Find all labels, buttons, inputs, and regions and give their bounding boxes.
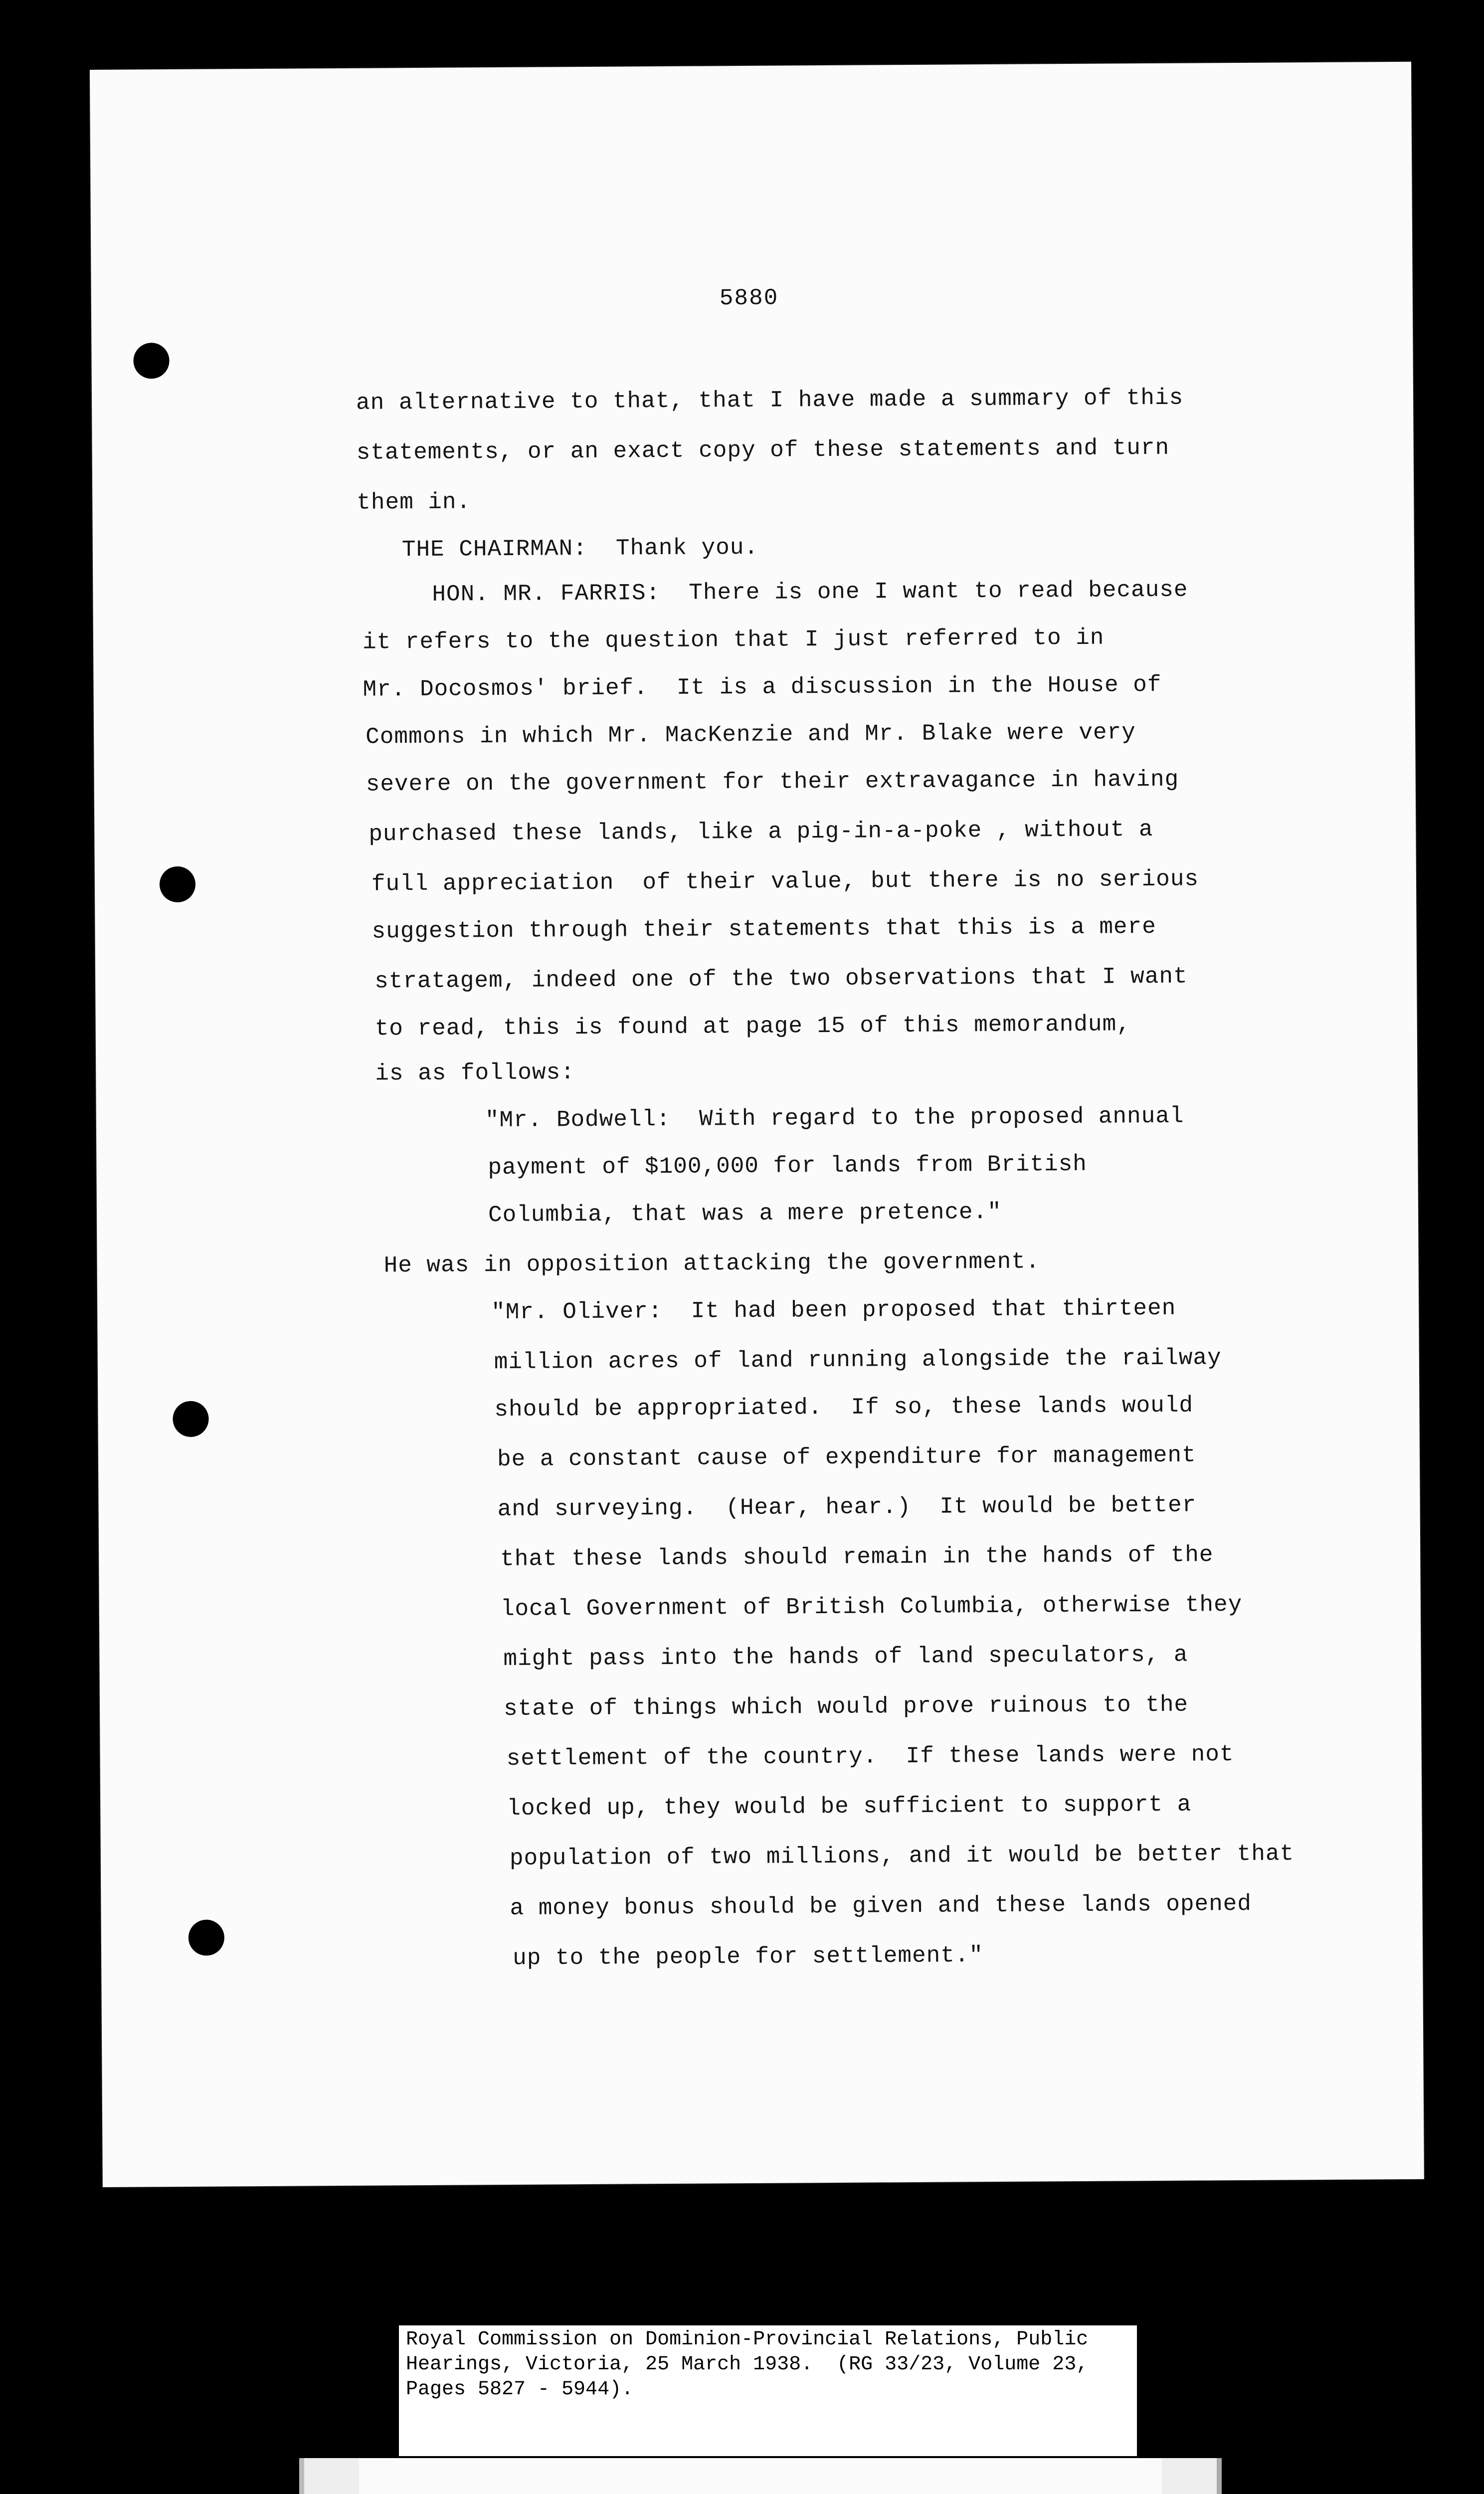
citation-line: Royal Commission on Dominion-Provincial Relations, Public xyxy=(406,2328,1089,2351)
text-line: statements, or an exact copy of these statements and turn xyxy=(356,434,1170,466)
text-line: them in. xyxy=(357,489,471,516)
text-line: suggestion through their statements that this is a mere xyxy=(371,913,1156,945)
text-line: severe on the government for their extravagance in having xyxy=(366,766,1179,798)
quote-line: state of things which would prove ruinous to the xyxy=(503,1691,1189,1722)
quote-line: million acres of land running alongside the railway xyxy=(494,1345,1222,1376)
quote-line: might pass into the hands of land speculators, a xyxy=(503,1642,1188,1672)
speaker-line: HON. MR. FARRIS: There is one I want to read because xyxy=(432,577,1188,608)
quote-line: payment of $100,000 for lands from British xyxy=(488,1151,1087,1181)
quote-line: Columbia, that was a mere pretence." xyxy=(488,1199,1002,1229)
quote-line: "Mr. Oliver: It had been proposed that thirteen xyxy=(491,1295,1176,1326)
punch-hole xyxy=(133,343,169,379)
speaker-line: THE CHAIRMAN: Thank you. xyxy=(401,534,759,563)
archives-stamp xyxy=(299,2458,1222,2494)
quote-line: that these lands should remain in the hands of the xyxy=(500,1542,1214,1573)
text-line: Commons in which Mr. MacKenzie and Mr. Blake were very xyxy=(366,719,1136,750)
quote-line: and surveying. (Hear, hear.) It would be better xyxy=(497,1492,1197,1523)
quote-line: up to the people for settlement." xyxy=(512,1942,984,1971)
quote-line: "Mr. Bodwell: With regard to the proposed annual xyxy=(485,1103,1184,1134)
text-line: full appreciation of their value, but there is no serious xyxy=(371,866,1199,897)
text-line: He was in opposition attacking the government. xyxy=(383,1248,1040,1279)
quote-line: should be appropriated. If so, these lands would xyxy=(494,1392,1194,1423)
text-line: to read, this is found at page 15 of this memorandum, xyxy=(374,1011,1131,1042)
quote-line: population of two millions, and it would be better that xyxy=(509,1841,1295,1871)
document-page xyxy=(90,62,1424,2187)
text-line: is as follows: xyxy=(375,1059,575,1087)
text-line: an alternative to that, that I have made a summary of this xyxy=(356,385,1184,416)
quote-line: settlement of the country. If these lands were not xyxy=(506,1741,1234,1772)
citation-line: Pages 5827 - 5944). xyxy=(406,2378,634,2401)
text-line: stratagem, indeed one of the two observations that I want xyxy=(374,963,1188,995)
quote-line: locked up, they would be sufficient to support a xyxy=(507,1791,1192,1822)
citation-line: Hearings, Victoria, 25 March 1938. (RG 33/23, Volume 23, xyxy=(406,2353,1089,2376)
quote-line: be a constant cause of expenditure for management xyxy=(497,1442,1196,1473)
text-line: it refers to the question that I just referred to in xyxy=(362,624,1105,655)
text-line: purchased these lands, like a pig-in-a-poke , without a xyxy=(369,817,1153,847)
stamp-card-face xyxy=(359,2458,1162,2494)
punch-hole xyxy=(173,1401,208,1437)
quote-line: a money bonus should be given and these lands opened xyxy=(510,1890,1252,1921)
punch-hole xyxy=(188,1919,224,1955)
quote-line: local Government of British Columbia, otherwise they xyxy=(500,1591,1243,1623)
text-line: Mr. Docosmos' brief. It is a discussion in the House of xyxy=(363,671,1162,703)
punch-hole xyxy=(160,866,195,902)
citation-label xyxy=(399,2325,1137,2456)
page-number: 5880 xyxy=(719,285,779,312)
